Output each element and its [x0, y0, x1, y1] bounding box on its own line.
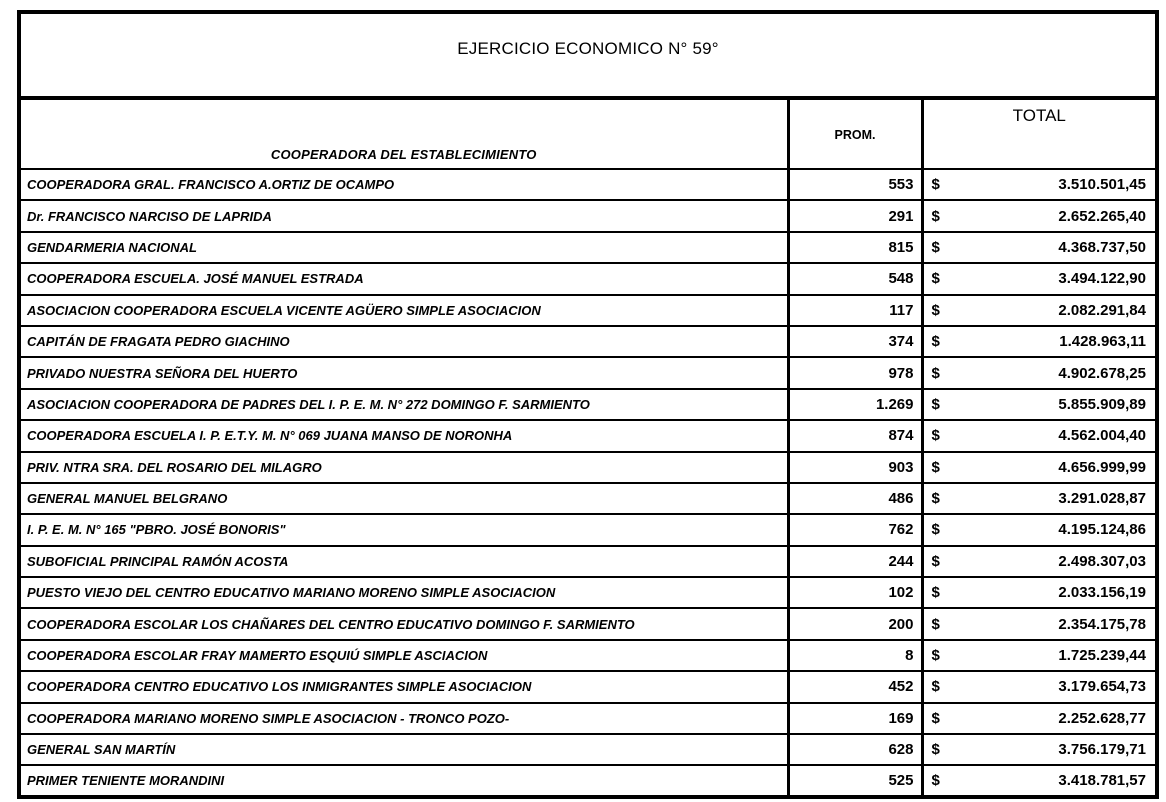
table-row: [19, 734, 1157, 765]
table-row: [19, 326, 1157, 357]
column-header-prom: PROM.: [788, 98, 922, 169]
total-amount-wrapper: [924, 239, 1156, 256]
total-amount-wrapper: [924, 490, 1156, 507]
total-amount-wrapper: [924, 302, 1156, 319]
table-row: [19, 671, 1157, 702]
table-row: [19, 483, 1157, 514]
cell-prom-value: 102: [788, 577, 922, 608]
table-row: [19, 452, 1157, 483]
cell-establishment-name: CAPITÁN DE FRAGATA PEDRO GIACHINO: [19, 326, 788, 357]
cell-prom-value: 978: [788, 357, 922, 388]
table-row: [19, 703, 1157, 734]
total-amount-value: 3.494.122,90: [1058, 270, 1146, 288]
cell-prom-value: 117: [788, 295, 922, 326]
total-amount-value: 3.179.654,73: [1058, 678, 1146, 696]
total-amount-value: 2.252.628,77: [1058, 709, 1146, 727]
currency-symbol: $: [931, 458, 940, 476]
table-row: [19, 608, 1157, 639]
cell-total: [922, 200, 1157, 231]
total-amount-value: 4.656.999,99: [1058, 458, 1146, 476]
column-header-row: [19, 98, 1157, 169]
cell-total: [922, 169, 1157, 200]
table-row: [19, 765, 1157, 796]
currency-symbol: $: [931, 427, 940, 445]
cell-establishment-name: ASOCIACION COOPERADORA DE PADRES DEL I. P. E. M. N° 272 DOMINGO F. SARMIENTO: [19, 389, 788, 420]
table-row: [19, 357, 1157, 388]
page-title: EJERCICIO ECONOMICO N° 59°: [19, 12, 1157, 98]
cell-total: [922, 514, 1157, 545]
total-amount-wrapper: [924, 365, 1156, 382]
total-amount-value: 4.368.737,50: [1058, 238, 1146, 256]
total-amount-wrapper: [924, 521, 1156, 538]
currency-symbol: $: [931, 741, 940, 759]
total-amount-value: 4.195.124,86: [1058, 521, 1146, 539]
cell-total: [922, 765, 1157, 796]
cell-total: [922, 452, 1157, 483]
cell-total: [922, 703, 1157, 734]
total-amount-value: 2.033.156,19: [1058, 584, 1146, 602]
cell-prom-value: 1.269: [788, 389, 922, 420]
cell-prom-value: 874: [788, 420, 922, 451]
cell-establishment-name: COOPERADORA ESCOLAR FRAY MAMERTO ESQUIÚ SIMPLE ASCIACION: [19, 640, 788, 671]
currency-symbol: $: [931, 647, 940, 665]
cell-prom-value: 815: [788, 232, 922, 263]
cell-total: [922, 232, 1157, 263]
cell-prom-value: 169: [788, 703, 922, 734]
cell-total: [922, 546, 1157, 577]
cell-establishment-name: GENDARMERIA NACIONAL: [19, 232, 788, 263]
cell-total: [922, 671, 1157, 702]
table-row: [19, 514, 1157, 545]
total-amount-wrapper: [924, 427, 1156, 444]
table-header: [19, 12, 1157, 169]
total-amount-value: 4.562.004,40: [1058, 427, 1146, 445]
table-row: [19, 169, 1157, 200]
column-header-establishment: COOPERADORA DEL ESTABLECIMIENTO: [19, 98, 788, 169]
currency-symbol: $: [931, 364, 940, 382]
cell-prom-value: 452: [788, 671, 922, 702]
cell-prom-value: 525: [788, 765, 922, 796]
currency-symbol: $: [931, 552, 940, 570]
currency-symbol: $: [931, 270, 940, 288]
table-row: [19, 640, 1157, 671]
total-amount-wrapper: [924, 333, 1156, 350]
total-amount-wrapper: [924, 270, 1156, 287]
total-amount-value: 2.354.175,78: [1058, 615, 1146, 633]
cell-establishment-name: COOPERADORA CENTRO EDUCATIVO LOS INMIGRANTES SIMPLE ASOCIACION: [19, 671, 788, 702]
currency-symbol: $: [931, 301, 940, 319]
cell-establishment-name: COOPERADORA MARIANO MORENO SIMPLE ASOCIACION - TRONCO POZO-: [19, 703, 788, 734]
total-amount-value: 3.291.028,87: [1058, 490, 1146, 508]
cell-establishment-name: COOPERADORA ESCUELA I. P. E.T.Y. M. N° 069 JUANA MANSO DE NORONHA: [19, 420, 788, 451]
currency-symbol: $: [931, 490, 940, 508]
table-row: [19, 577, 1157, 608]
table-row: [19, 200, 1157, 231]
cell-establishment-name: PUESTO VIEJO DEL CENTRO EDUCATIVO MARIANO MORENO SIMPLE ASOCIACION: [19, 577, 788, 608]
total-amount-value: 2.652.265,40: [1058, 207, 1146, 225]
total-amount-value: 1.725.239,44: [1058, 647, 1146, 665]
cell-establishment-name: COOPERADORA GRAL. FRANCISCO A.ORTIZ DE OCAMPO: [19, 169, 788, 200]
cell-prom-value: 291: [788, 200, 922, 231]
currency-symbol: $: [931, 584, 940, 602]
cell-establishment-name: PRIV. NTRA SRA. DEL ROSARIO DEL MILAGRO: [19, 452, 788, 483]
currency-symbol: $: [931, 395, 940, 413]
cell-establishment-name: GENERAL SAN MARTÍN: [19, 734, 788, 765]
total-amount-wrapper: [924, 584, 1156, 601]
cell-prom-value: 553: [788, 169, 922, 200]
cell-establishment-name: SUBOFICIAL PRINCIPAL RAMÓN ACOSTA: [19, 546, 788, 577]
table-row: [19, 546, 1157, 577]
cell-prom-value: 903: [788, 452, 922, 483]
cell-total: [922, 608, 1157, 639]
total-amount-wrapper: [924, 176, 1156, 193]
currency-symbol: $: [931, 238, 940, 256]
cell-total: [922, 263, 1157, 294]
column-header-total: TOTAL: [922, 98, 1157, 169]
cell-prom-value: 548: [788, 263, 922, 294]
total-amount-value: 2.498.307,03: [1058, 552, 1146, 570]
currency-symbol: $: [931, 176, 940, 194]
currency-symbol: $: [931, 709, 940, 727]
table-row: [19, 263, 1157, 294]
cell-total: [922, 640, 1157, 671]
cell-establishment-name: COOPERADORA ESCUELA. JOSÉ MANUEL ESTRADA: [19, 263, 788, 294]
total-amount-wrapper: [924, 459, 1156, 476]
cell-establishment-name: GENERAL MANUEL BELGRANO: [19, 483, 788, 514]
cell-establishment-name: PRIVADO NUESTRA SEÑORA DEL HUERTO: [19, 357, 788, 388]
cell-total: [922, 389, 1157, 420]
total-amount-wrapper: [924, 710, 1156, 727]
cell-total: [922, 326, 1157, 357]
total-amount-wrapper: [924, 741, 1156, 758]
cell-prom-value: 8: [788, 640, 922, 671]
total-amount-wrapper: [924, 396, 1156, 413]
cell-total: [922, 577, 1157, 608]
table-body: [19, 169, 1157, 797]
currency-symbol: $: [931, 678, 940, 696]
cell-establishment-name: ASOCIACION COOPERADORA ESCUELA VICENTE AGÜERO SIMPLE ASOCIACION: [19, 295, 788, 326]
total-amount-wrapper: [924, 553, 1156, 570]
currency-symbol: $: [931, 333, 940, 351]
total-amount-value: 5.855.909,89: [1058, 395, 1146, 413]
cell-establishment-name: PRIMER TENIENTE MORANDINI: [19, 765, 788, 796]
total-amount-value: 3.510.501,45: [1058, 176, 1146, 194]
currency-symbol: $: [931, 521, 940, 539]
table-row: [19, 420, 1157, 451]
currency-symbol: $: [931, 772, 940, 790]
cell-total: [922, 295, 1157, 326]
total-amount-wrapper: [924, 616, 1156, 633]
cell-establishment-name: COOPERADORA ESCOLAR LOS CHAÑARES DEL CENTRO EDUCATIVO DOMINGO F. SARMIENTO: [19, 608, 788, 639]
cell-prom-value: 374: [788, 326, 922, 357]
table-row: [19, 232, 1157, 263]
currency-symbol: $: [931, 615, 940, 633]
cell-prom-value: 244: [788, 546, 922, 577]
table-row: [19, 389, 1157, 420]
total-amount-value: 2.082.291,84: [1058, 301, 1146, 319]
table-row: [19, 295, 1157, 326]
cell-prom-value: 628: [788, 734, 922, 765]
total-amount-wrapper: [924, 772, 1156, 789]
report-table: [17, 10, 1159, 799]
cell-prom-value: 762: [788, 514, 922, 545]
cell-prom-value: 200: [788, 608, 922, 639]
total-amount-value: 3.756.179,71: [1058, 741, 1146, 759]
title-row: [19, 12, 1157, 98]
cell-total: [922, 357, 1157, 388]
cell-establishment-name: I. P. E. M. N° 165 "PBRO. JOSÉ BONORIS": [19, 514, 788, 545]
cell-total: [922, 483, 1157, 514]
total-amount-wrapper: [924, 208, 1156, 225]
total-amount-value: 4.902.678,25: [1058, 364, 1146, 382]
total-amount-value: 1.428.963,11: [1059, 333, 1146, 351]
cell-establishment-name: Dr. FRANCISCO NARCISO DE LAPRIDA: [19, 200, 788, 231]
total-amount-wrapper: [924, 647, 1156, 664]
cell-total: [922, 734, 1157, 765]
total-amount-wrapper: [924, 678, 1156, 695]
cell-prom-value: 486: [788, 483, 922, 514]
total-amount-value: 3.418.781,57: [1058, 772, 1146, 790]
cell-total: [922, 420, 1157, 451]
currency-symbol: $: [931, 207, 940, 225]
